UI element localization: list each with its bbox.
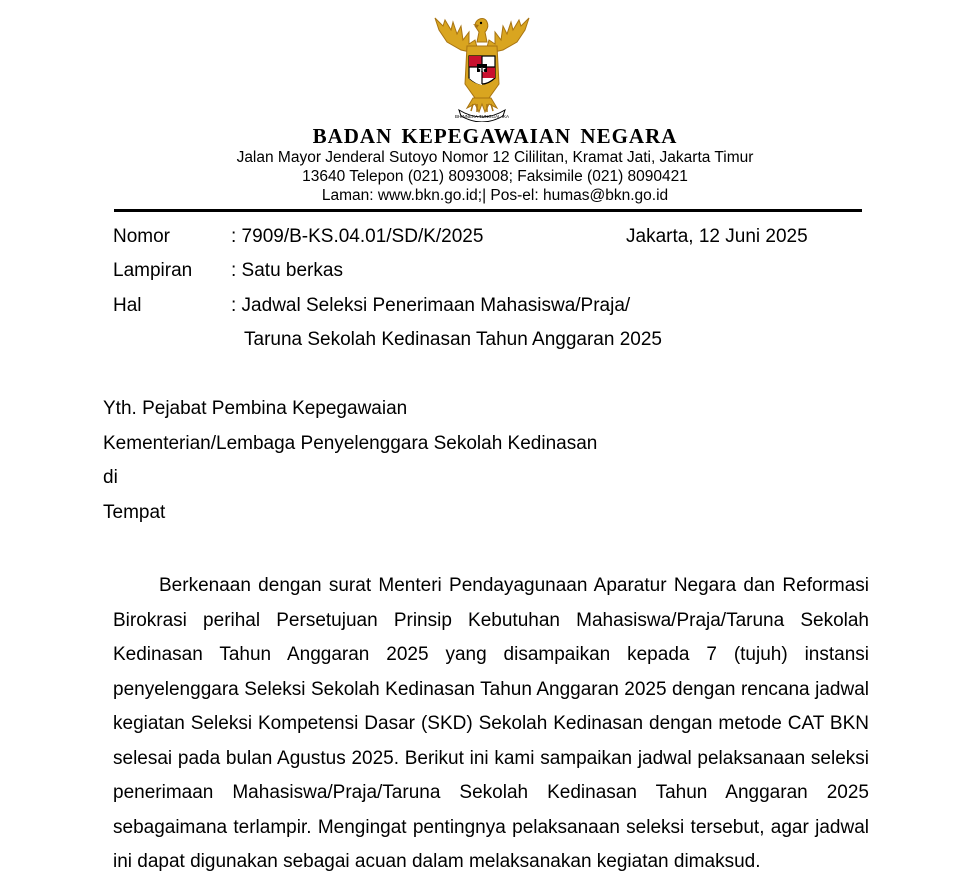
- address-line-3: Laman: www.bkn.go.id;| Pos-el: humas@bkn.go.id: [321, 187, 669, 204]
- hal-value-line-2: Taruna Sekolah Kedinasan Tahun Anggaran 2025: [244, 329, 662, 350]
- addressee-line-1: Yth. Pejabat Pembina Kepegawaian: [103, 398, 408, 419]
- body-paragraph: Berkenaan dengan surat Menteri Pendayagunaan Aparatur Negara dan Reformasi Birokrasi perihal Persetujuan Prinsip Kebutuhan Mahasiswa/Praja/Taruna Sekolah Kedinasan Tahun Anggaran 2025 yang disampaikan kepada 7 (tujuh) instansi penyelenggara Seleksi Sekolah Kedinasan Tahun Anggaran 2025 dengan rencana jadwal kegiatan Seleksi Kompetensi Dasar (SKD) Sekolah Kedinasan dengan metode CAT BKN selesai pada bulan Agustus 2025. Berikut ini kami sampaikan jadwal pelaksanaan seleksi penerimaan Mahasiswa/Praja/Taruna Sekolah Kedinasan Tahun Anggaran 2025 sebagaimana terlampir. Mengingat pentingnya pelaksanaan seleksi tersebut, agar jadwal ini dapat digunakan sebagai acuan dalam melaksanakan kegiatan dimaksud.: [113, 575, 869, 872]
- hal-value-line-1: : Jadwal Seleksi Penerimaan Mahasiswa/Praja/: [231, 295, 631, 316]
- garuda-emblem-icon: [429, 14, 535, 122]
- hal-label: Hal: [113, 295, 142, 316]
- addressee-line-4: Tempat: [103, 502, 166, 523]
- letter-date: Jakarta, 12 Juni 2025: [626, 226, 808, 247]
- addressee-line-3: di: [103, 467, 118, 488]
- letterhead-divider: [114, 209, 862, 212]
- nomor-label: Nomor: [113, 226, 171, 247]
- lampiran-value: : Satu berkas: [231, 260, 343, 281]
- emblem-motto: BHINNEKA TUNGGAL IKA: [454, 114, 510, 119]
- lampiran-label: Lampiran: [113, 260, 193, 281]
- organization-name: BADAN KEPEGAWAIAN NEGARA: [312, 124, 678, 148]
- addressee-line-2: Kementerian/Lembaga Penyelenggara Sekolah Kedinasan: [103, 433, 598, 454]
- address-line-1: Jalan Mayor Jenderal Sutoyo Nomor 12 Cililitan, Kramat Jati, Jakarta Timur: [236, 149, 754, 166]
- nomor-value: : 7909/B-KS.04.01/SD/K/2025: [231, 226, 484, 247]
- address-line-2: 13640 Telepon (021) 8093008; Faksimile (021) 8090421: [302, 168, 688, 185]
